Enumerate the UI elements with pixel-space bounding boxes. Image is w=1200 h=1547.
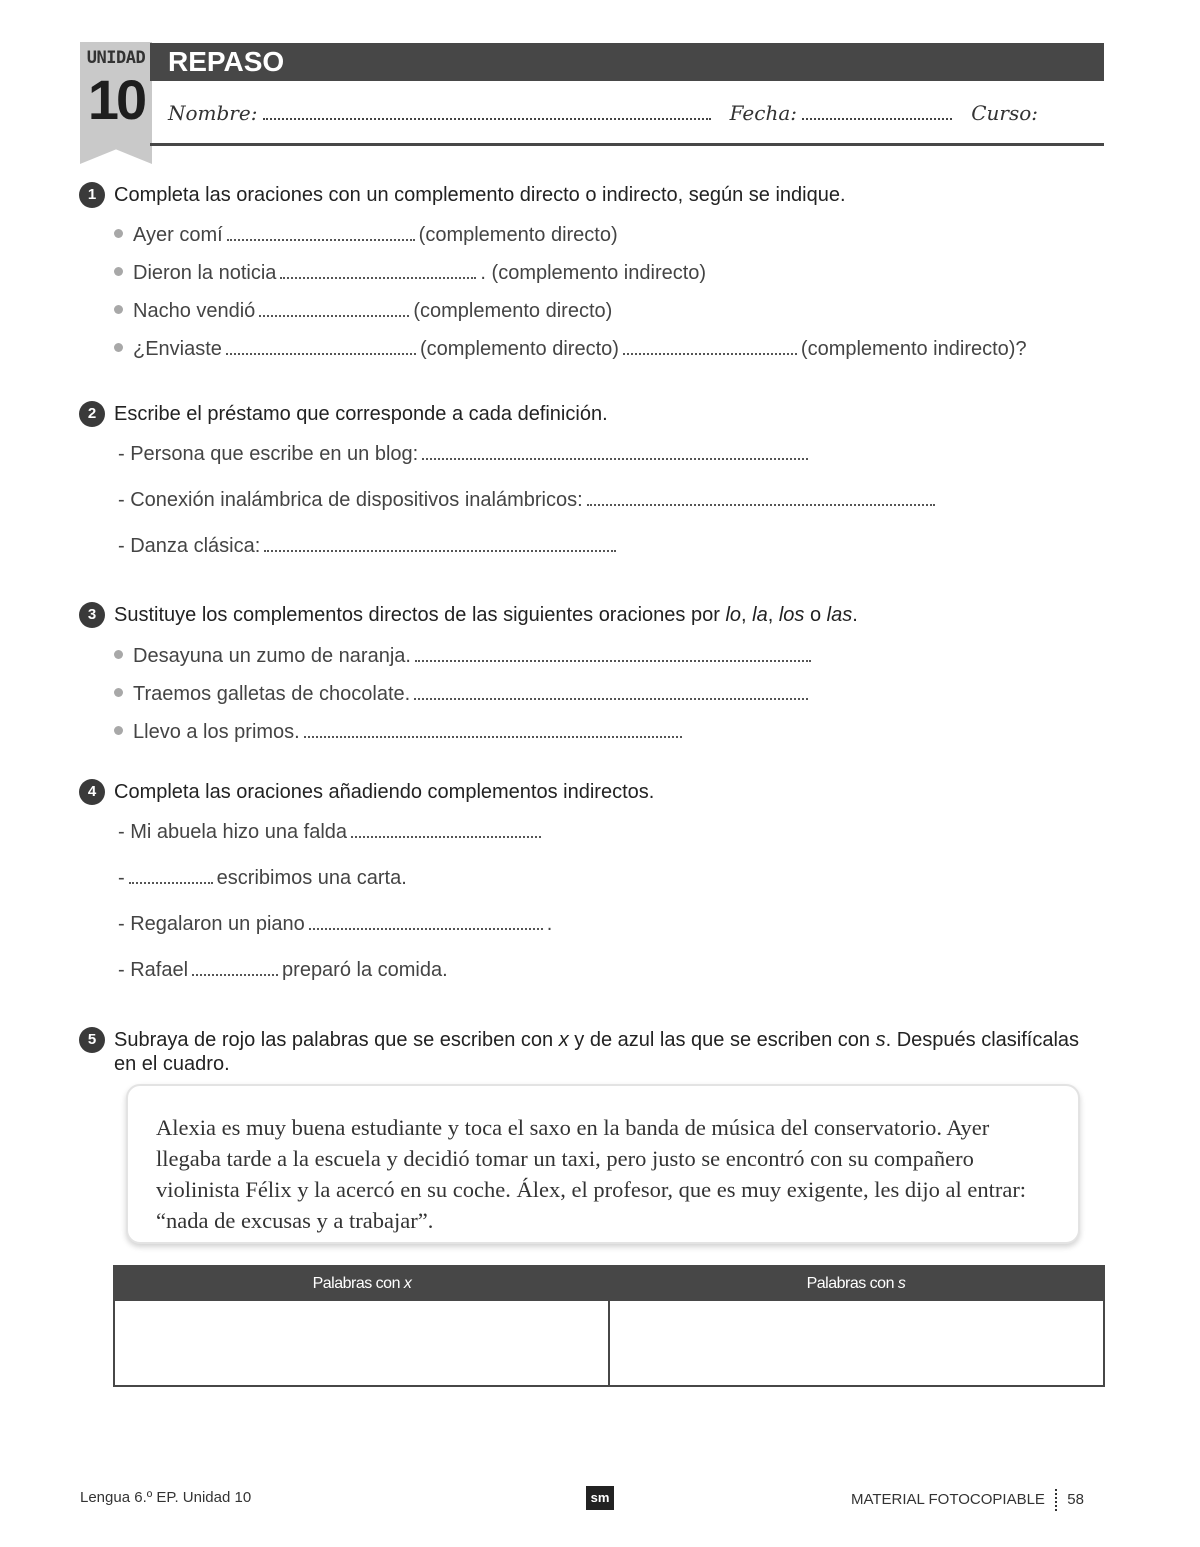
course-field[interactable] [168,125,252,145]
answer-blank[interactable] [304,722,682,738]
answer-blank[interactable] [414,684,808,700]
table-cell-s[interactable] [610,1301,1103,1385]
title-bar [150,43,1104,81]
answer-blank[interactable] [259,301,409,317]
answer-blank[interactable] [415,646,811,662]
bullet-icon [114,229,123,238]
bullet-icon [114,343,123,352]
bullet-icon [114,688,123,697]
exercise-3-instruction: Sustituye los complementos directos de las siguientes oraciones por lo, la, los o las. [114,604,858,626]
footer-right [851,1489,1084,1511]
reading-text: Alexia es muy buena estudiante y toca el saxo en la banda de música del conservatorio. Ayer llegaba tarde a la escuela y decidió tomar un taxi, pero justo se encontró con su compañero violinista Félix y la acercó en su coche. Álex, el profesor, que es muy exigente, les dijo al entrar: “nada de excusas y a trabajar”. [156,1115,1027,1233]
date-label: Fecha: [729,101,798,125]
answer-blank[interactable] [351,822,541,838]
exercise-1-item-2: Dieron la noticia . (complemento indirecto) [114,262,706,285]
publisher-logo: sm [586,1486,614,1510]
page-number: 58 [1067,1490,1084,1508]
exercise-4-item-2: - escribimos una carta. [118,867,407,889]
name-label: Nombre: [168,101,258,125]
reading-text-box [126,1084,1080,1244]
exercise-number-4: 4 [79,779,105,805]
exercise-2-item-3: - Danza clásica: [118,535,620,558]
classification-table [113,1265,1105,1387]
exercise-4-instruction: Completa las oraciones añadiendo complementos indirectos. [114,781,655,803]
footer-subject: Lengua 6.º EP. Unidad 10 [80,1489,252,1506]
exercise-1-item-1: Ayer comí (complemento directo) [114,224,618,247]
answer-blank[interactable] [587,490,935,506]
table-header-s: Palabras con s [806,1275,906,1292]
exercise-3-item-1: Desayuna un zumo de naranja. [114,645,815,668]
exercise-1-item-4: ¿Enviaste (complemento directo) (complemento indirecto)? [114,338,1027,361]
date-field[interactable] [802,100,952,120]
answer-blank[interactable] [623,339,797,355]
page-title: REPASO [168,46,285,77]
student-info-row [168,100,1098,132]
answer-blank[interactable] [192,960,278,976]
answer-blank[interactable] [226,339,416,355]
answer-blank[interactable] [422,444,808,460]
exercise-1-instruction: Completa las oraciones con un complemento directo o indirecto, según se indique. [114,184,846,206]
exercise-5-instruction: Subraya de rojo las palabras que se escriben con x y de azul las que se escriben con s. Después clasifícalas en el cuadro. [114,1029,1080,1075]
course-label: Curso: [971,101,1038,125]
exercise-4-item-1: - Mi abuela hizo una falda [118,821,545,844]
table-header-x: Palabras con x [312,1275,412,1292]
answer-blank[interactable] [264,536,616,552]
bullet-icon [114,267,123,276]
unit-label: UNIDAD [86,48,146,68]
exercise-number-1: 1 [79,182,105,208]
footer-copyright: MATERIAL FOTOCOPIABLE [851,1490,1045,1508]
answer-blank[interactable] [280,263,476,279]
exercise-2-item-2: - Conexión inalámbrica de dispositivos inalámbricos: [118,489,939,512]
exercise-4-item-4: - Rafael preparó la comida. [118,959,448,981]
exercise-2-instruction: Escribe el préstamo que corresponde a cada definición. [114,403,608,425]
table-header [115,1267,1103,1301]
exercise-number-3: 3 [79,602,105,628]
bullet-icon [114,305,123,314]
unit-number: 10 [87,68,145,131]
name-field[interactable] [263,100,711,120]
header-rule [150,143,1104,146]
exercise-3-item-2: Traemos galletas de chocolate. [114,683,812,706]
table-cell-x[interactable] [115,1301,608,1385]
exercise-3-item-3: Llevo a los primos. [114,721,686,744]
answer-blank[interactable] [129,868,213,884]
exercise-number-2: 2 [79,401,105,427]
exercise-4-item-3: - Regalaron un piano . [118,913,553,935]
exercise-2-item-1: - Persona que escribe en un blog: [118,443,812,466]
exercise-1-item-3: Nacho vendió (complemento directo) [114,300,612,323]
exercise-number-5: 5 [79,1027,105,1053]
footer-divider [1055,1489,1057,1511]
answer-blank[interactable] [309,914,543,930]
bullet-icon [114,650,123,659]
answer-blank[interactable] [227,225,415,241]
bullet-icon [114,726,123,735]
